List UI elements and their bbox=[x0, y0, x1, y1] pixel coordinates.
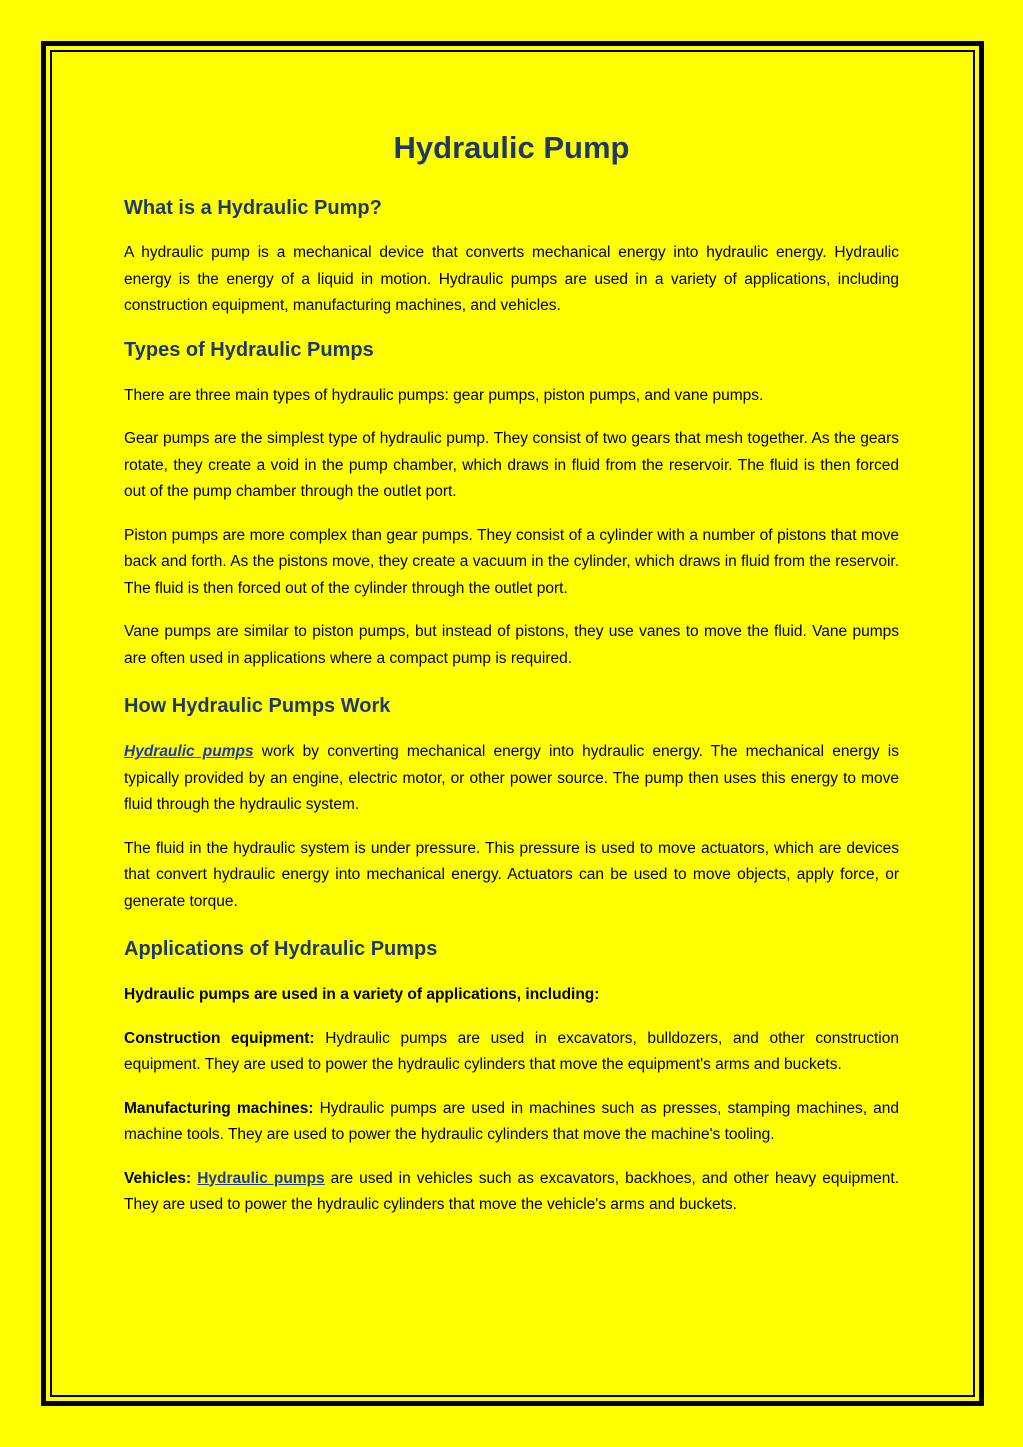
heading-what-is: What is a Hydraulic Pump? bbox=[124, 197, 382, 219]
heading-how-it-works: How Hydraulic Pumps Work bbox=[124, 695, 391, 717]
paragraph-how-it-works-text: work by converting mechanical energy into hydraulic energy. The mechanical energy is typically provided by an engine, electric motor, or other power source. The pump then uses this energy to move fluid through the hydraulic system. bbox=[124, 743, 899, 813]
vehicles-label: Vehicles: bbox=[124, 1169, 192, 1187]
paragraph-piston-pumps: Piston pumps are more complex than gear pumps. They consist of a cylinder with a number of pistons that move back and forth. As the pistons move, they create a vacuum in the cylinder, which draws in fluid from the reservoir. The fluid is then forced out of the cylinder through the outlet port. bbox=[124, 526, 899, 597]
heading-types: Types of Hydraulic Pumps bbox=[124, 338, 374, 361]
document-body bbox=[124, 125, 899, 1219]
manufacturing-text: Hydraulic pumps are used in machines such as presses, stamping machines, and machine tools. They are used to power the hydraulic cylinders that move the machine's tooling. bbox=[124, 1099, 899, 1143]
paragraph-how-it-works bbox=[124, 739, 899, 819]
vehicles-text: are used in vehicles such as excavators, backhoes, and other heavy equipment. They are used to power the hydraulic cylinders that move the vehicle's arms and buckets. bbox=[124, 1169, 899, 1213]
paragraph-pressure: The fluid in the hydraulic system is under pressure. This pressure is used to move actuators, which are devices that convert hydraulic energy into mechanical energy. Actuators can be used to move objects, apply force, or generate torque. bbox=[124, 839, 899, 910]
paragraph-applications-intro: Hydraulic pumps are used in a variety of applications, including: bbox=[124, 986, 600, 1003]
paragraph-manufacturing bbox=[124, 1096, 899, 1149]
manufacturing-label: Manufacturing machines: bbox=[124, 1099, 314, 1117]
paragraph-types-intro: There are three main types of hydraulic pumps: gear pumps, piston pumps, and vane pumps. bbox=[124, 386, 764, 404]
paragraph-vehicles bbox=[124, 1166, 899, 1219]
paragraph-construction bbox=[124, 1026, 899, 1079]
hydraulic-pumps-link-vehicles[interactable]: Hydraulic pumps bbox=[197, 1169, 325, 1187]
page-title: Hydraulic Pump bbox=[393, 130, 630, 165]
construction-text: Hydraulic pumps are used in excavators, bulldozers, and other construction equipment. They are used to power the hydraulic cylinders that move the equipment's arms and buckets. bbox=[124, 1029, 899, 1073]
construction-label: Construction equipment: bbox=[124, 1029, 315, 1047]
paragraph-vane-pumps: Vane pumps are similar to piston pumps, but instead of pistons, they use vanes to move the fluid. Vane pumps are often used in applications where a compact pump is required. bbox=[124, 623, 899, 667]
paragraph-definition: A hydraulic pump is a mechanical device that converts mechanical energy into hydraulic energy. Hydraulic energy is the energy of a liquid in motion. Hydraulic pumps are used in a variety of applications, including construction equipment, manufacturing machines, and vehicles. bbox=[124, 244, 899, 314]
paragraph-gear-pumps: Gear pumps are the simplest type of hydraulic pump. They consist of two gears that mesh together. As the gears rotate, they create a void in the pump chamber, which draws in fluid from the reservoir. The fluid is then forced out of the pump chamber through the outlet port. bbox=[124, 430, 899, 500]
heading-applications: Applications of Hydraulic Pumps bbox=[124, 938, 438, 960]
hydraulic-pumps-link[interactable]: Hydraulic pumps bbox=[124, 743, 254, 760]
